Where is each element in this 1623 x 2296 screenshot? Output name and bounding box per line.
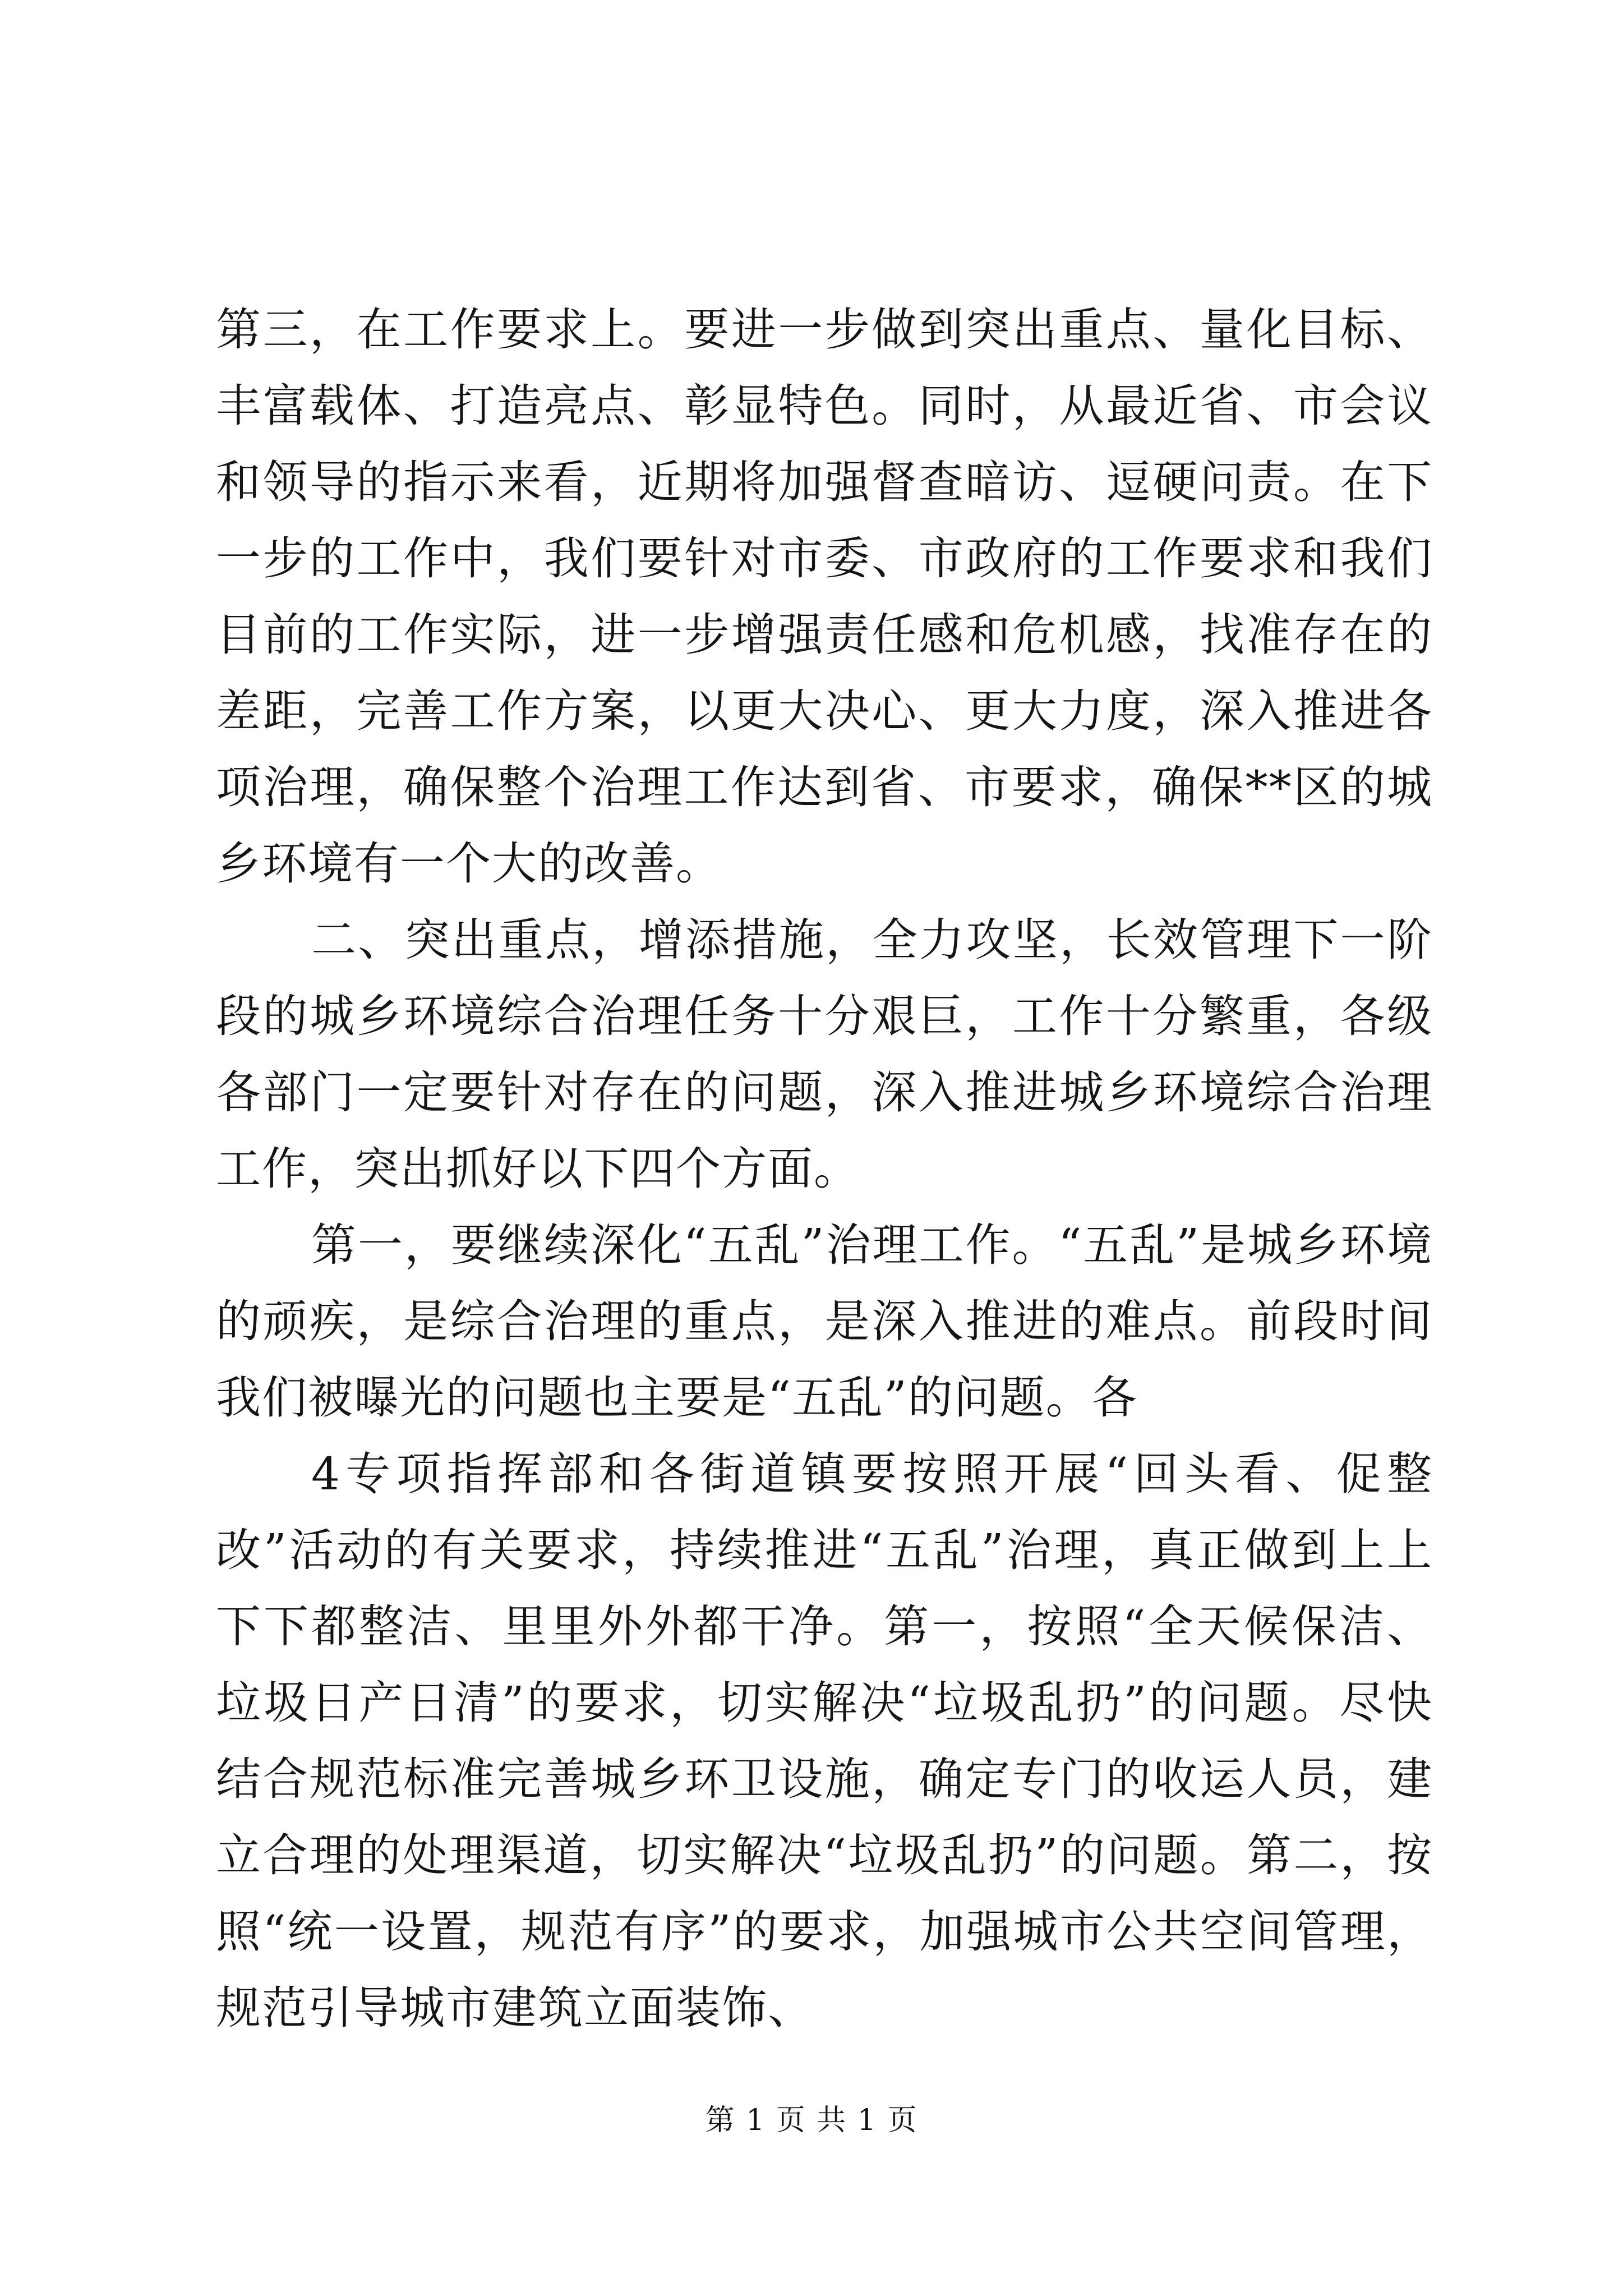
paragraph-work-requirements: 第三，在工作要求上。要进一步做到突出重点、量化目标、丰富载体、打造亮点、彰显特色。同时，从最近省、市会议和领导的指示来看，近期将加强督查暗访、逗硬问责。在下一步的工作中，我们要针对市委、市政府的工作要求和我们目前的工作实际，进一步增强责任感和危机感，找准存在的差距，完善工作方案，以更大决心、更大力度，深入推进各项治理，确保整个治理工作达到省、市要求，确保**区的城乡环境有一个大的改善。 xyxy=(216,303,1433,890)
paragraph-five-chaos-intro: 第一，要继续深化“五乱”治理工作。“五乱”是城乡环境的顽疾，是综合治理的重点，是深入推进的难点。前段时间我们被曝光的问题也主要是“五乱”的问题。各 xyxy=(216,1219,1433,1424)
page-footer: 第 1 页 共 1 页 xyxy=(705,2104,918,2137)
paragraph-five-chaos-measures: 4专项指挥部和各街道镇要按照开展“回头看、促整改”活动的有关要求，持续推进“五乱”治理，真正做到上上下下都整洁、里里外外都干净。第一，按照“全天候保洁、垃圾日产日清”的要求，切实解决“垃圾乱扔”的问题。尽快结合规范标准完善城乡环卫设施，确定专门的收运人员，建立合理的处理渠道，切实解决“垃圾乱扔”的问题。第二，按照“统一设置，规范有序”的要求，加强城市公共空间管理，规范引导城市建筑立面装饰、 xyxy=(216,1448,1433,2034)
paragraph-section-two-heading: 二、突出重点，增添措施，全力攻坚，长效管理下一阶段的城乡环境综合治理任务十分艰巨，工作十分繁重，各级各部门一定要针对存在的问题，深入推进城乡环境综合治理工作，突出抓好以下四个方面。 xyxy=(216,914,1433,1195)
document-body xyxy=(216,292,1433,2046)
